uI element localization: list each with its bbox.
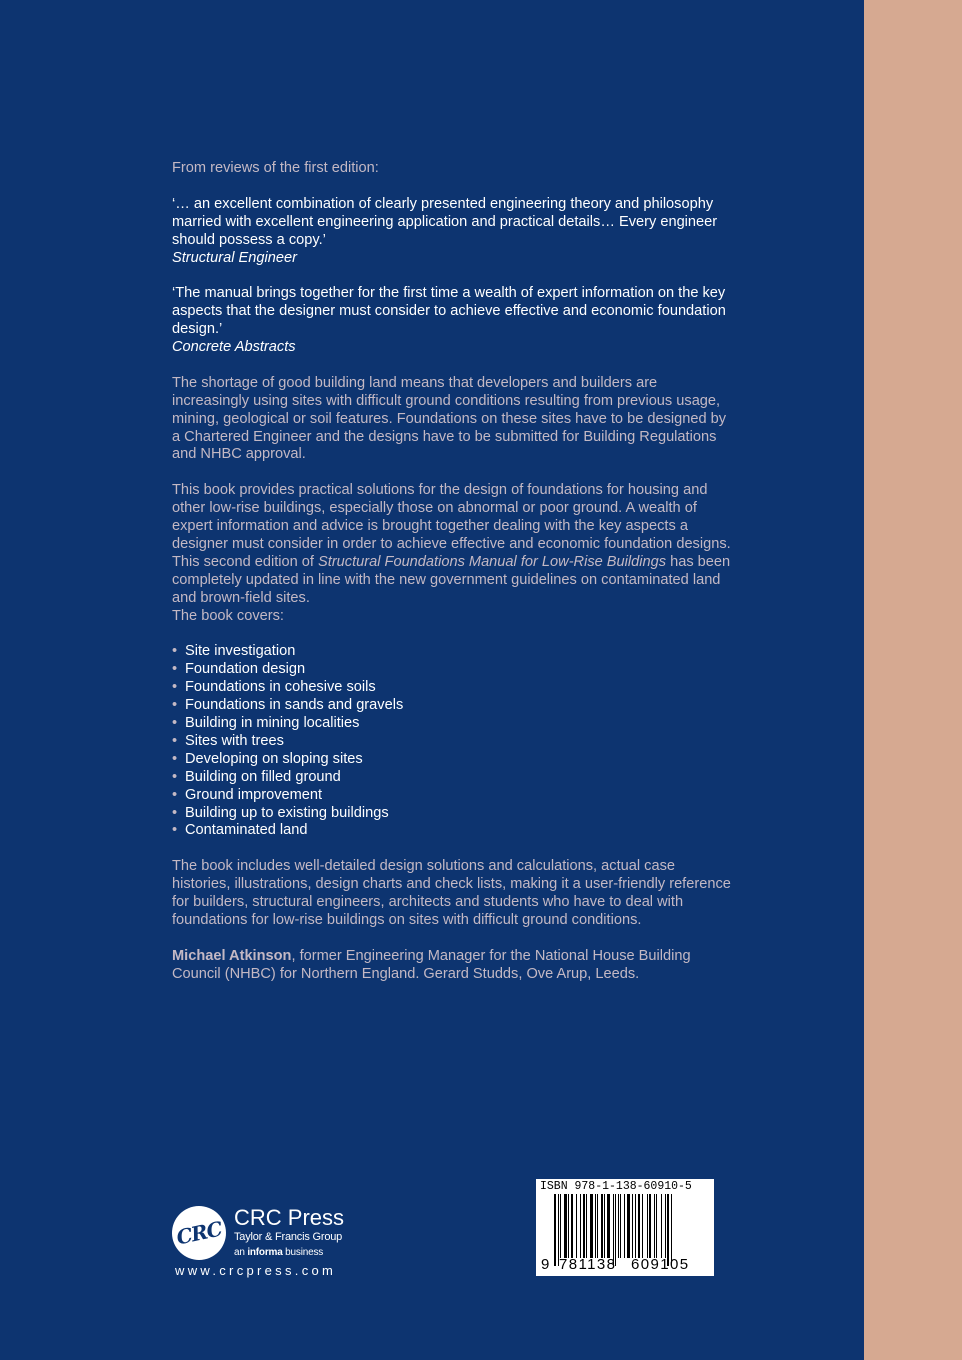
barcode-bar [632,1194,633,1258]
barcode-bar [554,1194,556,1266]
barcode-bar [568,1194,569,1258]
barcode-bar [590,1194,593,1258]
barcode-bar [618,1194,619,1258]
barcode-bar [586,1194,587,1258]
barcode-bar [627,1194,630,1258]
publisher-group: Taylor & Francis Group [234,1231,343,1243]
review-source: Concrete Abstracts [172,339,296,356]
barcode-bar [661,1194,662,1258]
spine-edge [864,0,962,1360]
barcode-bar [560,1194,561,1258]
publisher-name: CRC Press [234,1205,345,1230]
barcode-bar [635,1194,636,1258]
business-prefix: an [234,1247,248,1258]
author-details: , former Engineering Manager for the National House Building Council (NHBC) for Northern England. Gerard Studds, Ove Arup, Leeds. [172,947,691,982]
review-source: Structural Engineer [172,249,297,266]
barcode-digits-left: 781138 [559,1256,617,1273]
description-paragraph [172,482,732,607]
barcode-bar [620,1194,621,1258]
barcode-bar [597,1194,598,1258]
barcode-bar [607,1194,610,1258]
barcode-bar [601,1194,603,1258]
list-item: • Building in mining localities [172,715,732,733]
list-item: • Contaminated land [172,822,732,840]
list-item: • Foundations in sands and gravels [172,697,732,715]
barcode-bar [576,1194,577,1258]
crc-logo-mark: CRC [167,1201,231,1265]
cover-text [172,160,732,984]
barcode-bar [665,1194,666,1258]
description-paragraph: The book includes well-detailed design solutions and calculations, actual case histories, illustrations, design charts and check lists, making it a user-friendly reference for builders, structural engineers, architects and students who have to deal with foundations for low-rise buildings on sites with difficult ground conditions. [172,858,731,928]
list-item: • Sites with trees [172,733,732,751]
barcode-bar [595,1194,596,1258]
review-quote: ‘The manual brings together for the first time a wealth of expert information on the key aspects that the designer must consider to achieve effective and economic foundation design.’ [172,285,726,338]
list-item: • Foundation design [172,661,732,679]
business-suffix: business [282,1247,324,1258]
barcode-bar [649,1194,651,1258]
publisher-logo [172,1204,362,1284]
barcode-bar [642,1194,643,1258]
barcode-bar [624,1194,625,1258]
covers-intro: The book covers: [172,607,284,624]
barcode-bar [583,1194,585,1258]
barcode-bar [647,1194,648,1258]
review-quote: ‘… an excellent combination of clearly presented engineering theory and philosophy married with excellent engineering application and practical details… Every engineer should possess a copy.’ [172,195,718,248]
list-item: • Building up to existing buildings [172,805,732,823]
business-brand: informa [247,1247,283,1258]
isbn-barcode [536,1179,714,1276]
description-text: has been completely updated in line with the new government guidelines on contaminated land and brown-field sites. [172,553,731,606]
barcode-digits-right: 609105 [631,1256,690,1273]
author-name: Michael Atkinson [172,947,292,964]
author-bio [172,948,732,984]
topics-list [172,643,732,840]
description-text: This book provides practical solutions for the design of foundations for housing and other low-rise buildings, especially those on abnormal or poor ground. A wealth of expert information and advice is brought together dealing with the key aspects a designer must consider in order to achieve effective and economic foundation designs. This second edition of [172,482,731,570]
publisher-business [234,1247,323,1259]
barcode-bar [564,1194,567,1258]
list-item: • Ground improvement [172,787,732,805]
list-item: • Site investigation [172,643,732,661]
barcode-bar [656,1194,657,1258]
barcode-bars [554,1194,708,1258]
publisher-url: www.crcpress.com [175,1263,337,1278]
book-title: Structural Foundations Manual for Low-Rise Buildings [318,553,667,570]
barcode-digit-first: 9 [541,1256,551,1273]
list-item: • Building on filled ground [172,769,732,787]
barcode-bar [638,1194,640,1258]
barcode-bar [580,1194,581,1258]
isbn-label: ISBN 978-1-138-60910-5 [540,1180,692,1193]
description-paragraph: The shortage of good building land means that developers and builders are increasingly using sites with difficult ground conditions resulting from previous usage, mining, geological or soil features. Foundations on these sites have to be designed by a Chartered Engineer and the designs have to be submitted for Building Regulations and NHBC approval. [172,374,727,463]
list-item: • Foundations in cohesive soils [172,679,732,697]
barcode-bar [654,1194,655,1258]
barcode-bar [604,1194,605,1258]
list-item: • Developing on sloping sites [172,751,732,769]
reviews-intro: From reviews of the first edition: [172,160,379,176]
barcode-bar [571,1194,573,1258]
